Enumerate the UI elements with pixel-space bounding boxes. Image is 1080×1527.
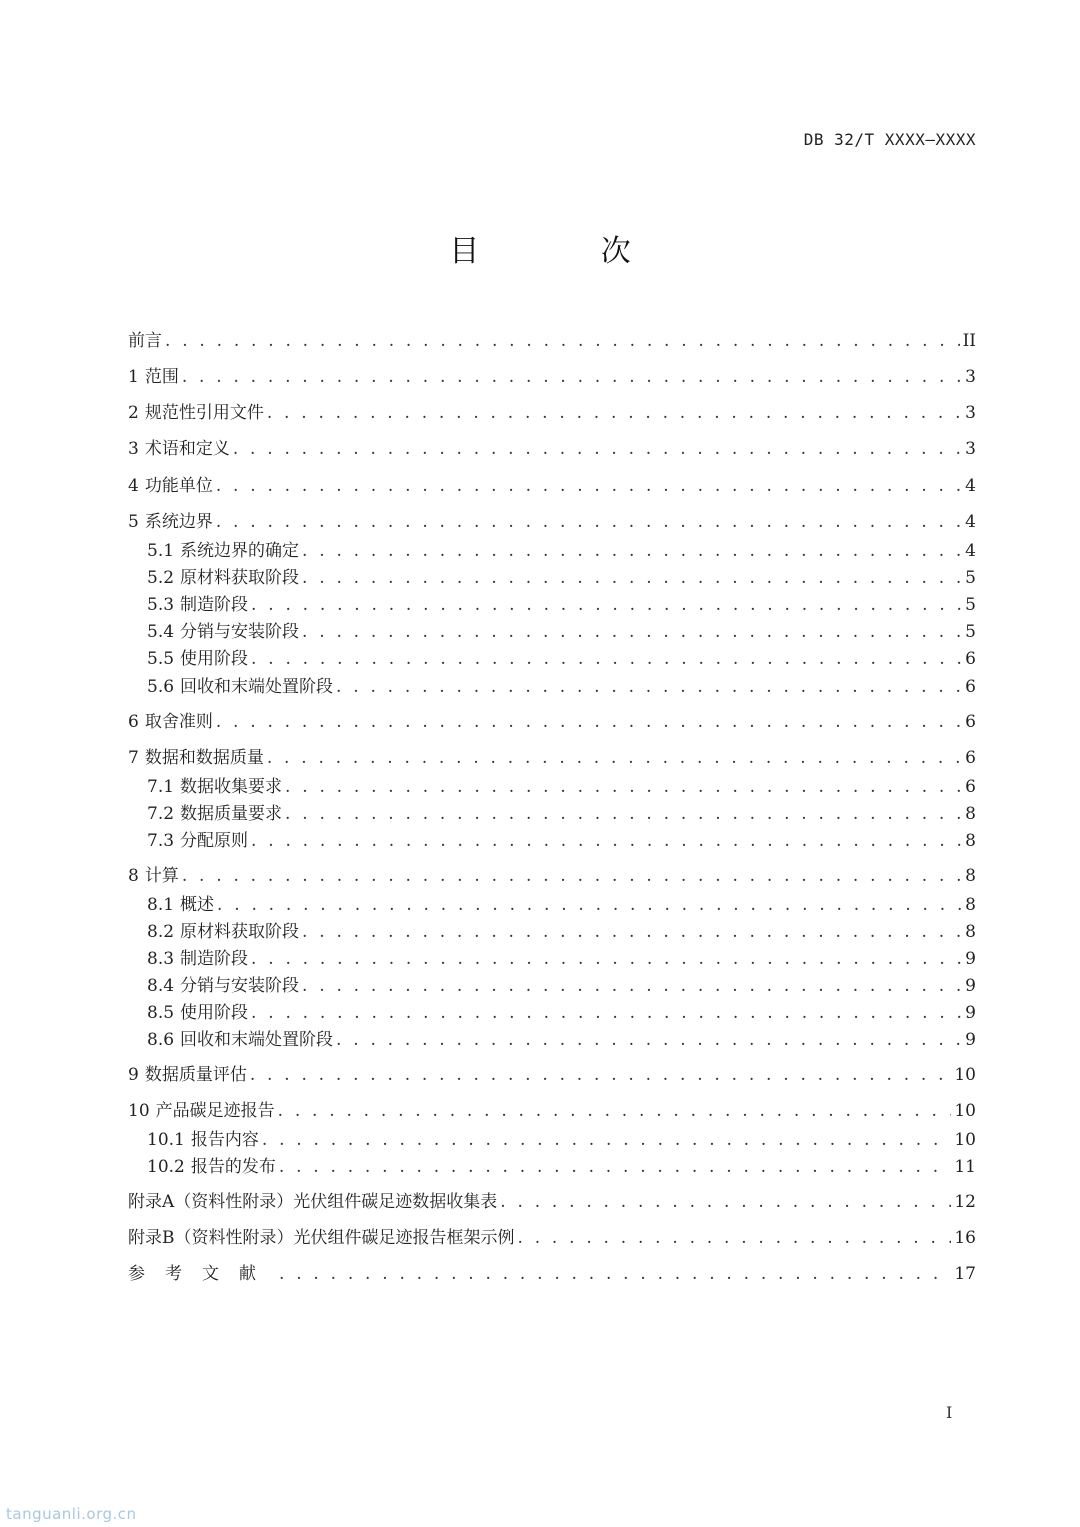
toc-entry[interactable] [147,621,976,643]
toc-entry-page: 17 [954,1264,976,1284]
toc-entry-number: 7.1 [147,777,175,797]
toc-entry-label: 功能单位 [144,476,213,496]
toc-entry-number: 8 [128,866,139,886]
toc-entry-page: 6 [965,748,976,768]
toc-entry-label: 数据质量评估 [144,1065,247,1085]
toc-entry-page: 6 [965,777,976,797]
toc-entry-page: 12 [954,1192,976,1212]
toc-entry-number: 5.6 [147,677,175,697]
toc-entry-number: 4 [128,476,139,496]
toc-entry[interactable] [128,511,976,533]
toc-entry-page: 9 [965,949,976,969]
toc-entry-page: 5 [965,568,976,588]
toc-entry-page: II [962,331,976,351]
toc-entry-label: 回收和末端处置阶段 [180,677,334,697]
toc-entry-label: 范围 [144,367,179,387]
toc-dot-leader [165,330,960,352]
toc-entry[interactable] [128,1100,976,1122]
toc-entry[interactable] [147,1156,976,1178]
toc-entry-page: 3 [965,403,976,423]
toc-dot-leader [217,894,962,916]
toc-entry-label: 概述 [180,895,215,915]
toc-entry-label: 使用阶段 [180,1003,249,1023]
toc-entry-number: 8.5 [147,1003,175,1023]
toc-entry-number: 5.5 [147,649,175,669]
toc-dot-leader [336,1029,962,1051]
toc-entry-page: 11 [954,1157,976,1177]
toc-dot-leader [302,567,962,589]
toc-entry-number: 10.1 [147,1130,185,1150]
toc-entry[interactable] [128,1263,976,1285]
toc-entry-number: 7.2 [147,804,175,824]
toc-entry[interactable] [147,1029,976,1051]
toc-entry-label: 规范性引用文件 [144,403,264,423]
toc-dot-leader [285,776,962,798]
toc-entry[interactable] [147,567,976,589]
toc-entry-label: 报告内容 [190,1130,259,1150]
watermark: tanguanli.org.cn [6,1505,137,1523]
toc-entry-number: 5 [128,512,139,532]
toc-dot-leader [251,1002,962,1024]
toc-entry-number: 8.1 [147,895,175,915]
toc-entry-label: 制造阶段 [180,949,249,969]
toc-entry-page: 16 [954,1228,976,1248]
toc-entry-label: 产品碳足迹报告 [155,1101,275,1121]
toc-entry[interactable] [147,1129,976,1151]
toc-dot-leader [302,540,962,562]
toc-entry[interactable] [147,776,976,798]
toc-entry-page: 10 [954,1065,976,1085]
toc-entry-label: 术语和定义 [144,439,230,459]
toc-entry-number: 8.3 [147,949,175,969]
standard-code: DB 32/T XXXX—XXXX [803,130,976,149]
toc-entry-page: 8 [965,804,976,824]
toc-entry[interactable] [147,803,976,825]
toc-entry-page: 6 [965,712,976,732]
toc-entry-label: 使用阶段 [180,649,249,669]
toc-dot-leader [279,1263,951,1285]
toc-entry-label: 数据收集要求 [180,777,283,797]
toc-entry-number: 5.4 [147,622,175,642]
toc-entry[interactable] [128,1191,976,1213]
toc-entry[interactable] [128,402,976,424]
toc-dot-leader [336,676,962,698]
toc-dot-leader [250,1064,952,1086]
toc-entry-page: 4 [965,541,976,561]
toc-entry-number: 5.3 [147,595,175,615]
toc-dot-leader [278,1100,952,1122]
toc-entry-page: 9 [965,976,976,996]
toc-entry-page: 6 [965,649,976,669]
toc-entry-number: 5.1 [147,541,175,561]
toc-entry[interactable] [147,830,976,852]
toc-entry-number: 3 [128,439,139,459]
toc-dot-leader [182,865,962,887]
toc-entry-number: 1 [128,367,139,387]
toc-entry[interactable] [147,948,976,970]
toc-entry[interactable] [128,711,976,733]
toc-entry-label: 回收和末端处置阶段 [180,1030,334,1050]
toc-dot-leader [233,438,962,460]
toc-dot-leader [251,948,962,970]
toc-entry[interactable] [128,330,976,352]
toc-entry-page: 4 [965,476,976,496]
toc-entry-page: 8 [965,895,976,915]
toc-entry-label: 附录B（资料性附录）光伏组件碳足迹报告框架示例 [128,1228,515,1248]
toc-entry-page: 5 [965,622,976,642]
toc-entry-page: 8 [965,922,976,942]
toc-dot-leader [302,921,962,943]
toc-entry-label: 系统边界的确定 [180,541,300,561]
toc-entry-label: 数据质量要求 [180,804,283,824]
toc-entry[interactable] [147,894,976,916]
toc-entry-label: 前言 [128,331,162,351]
toc-entry[interactable] [128,1064,976,1086]
toc-dot-leader [267,747,962,769]
toc-entry[interactable] [147,540,976,562]
toc-entry-label: 制造阶段 [180,595,249,615]
toc-dot-leader [251,648,962,670]
toc-entry[interactable] [128,366,976,388]
toc-entry[interactable] [128,1227,976,1249]
toc-entry[interactable] [147,594,976,616]
toc-entry-label: 分销与安装阶段 [180,976,300,996]
toc-dot-leader [262,1129,952,1151]
toc-dot-leader [279,1156,952,1178]
toc-entry-label: 系统边界 [144,512,213,532]
toc-entry-page: 8 [965,866,976,886]
toc-entry[interactable] [147,676,976,698]
toc-entry-number: 8.4 [147,976,175,996]
toc-entry-label: 原材料获取阶段 [180,922,300,942]
toc-entry-page: 6 [965,677,976,697]
toc-dot-leader [500,1191,951,1213]
toc-entry-number: 10 [128,1101,150,1121]
toc-entry-page: 9 [965,1003,976,1023]
toc-dot-leader [251,594,962,616]
toc-entry-label: 报告的发布 [190,1157,276,1177]
toc-entry-label: 附录A（资料性附录）光伏组件碳足迹数据收集表 [128,1192,498,1212]
toc-dot-leader [302,621,962,643]
toc-entry[interactable] [128,747,976,769]
toc-entry-page: 3 [965,439,976,459]
toc-entry-number: 8.2 [147,922,175,942]
toc-entry[interactable] [128,438,976,460]
toc-entry[interactable] [147,648,976,670]
toc-dot-leader [302,975,962,997]
toc-dot-leader [216,711,962,733]
toc-entry-number: 9 [128,1065,139,1085]
toc-entry-number: 7.3 [147,831,175,851]
toc-entry-page: 10 [954,1101,976,1121]
toc-dot-leader [518,1227,952,1249]
toc-dot-leader [251,830,962,852]
toc-entry-page: 5 [965,595,976,615]
toc-dot-leader [267,402,962,424]
toc-entry-label: 分配原则 [180,831,249,851]
toc-dot-leader [216,475,962,497]
toc-entry-page: 9 [965,1030,976,1050]
toc-entry-page: 8 [965,831,976,851]
toc-entry-label: 数据和数据质量 [144,748,264,768]
toc-entry-label: 取舍准则 [144,712,213,732]
toc-dot-leader [285,803,962,825]
toc-entry[interactable] [147,975,976,997]
toc-entry-number: 6 [128,712,139,732]
toc-entry-label: 参考文献 [128,1264,276,1284]
toc-entry-number: 10.2 [147,1157,185,1177]
toc-entry[interactable] [147,1002,976,1024]
toc-title: 目 次 [449,234,687,269]
toc-entry-label: 分销与安装阶段 [180,622,300,642]
toc-entry-number: 2 [128,403,139,423]
toc-entry-number: 7 [128,748,139,768]
toc-entry-label: 原材料获取阶段 [180,568,300,588]
toc-entry[interactable] [128,865,976,887]
toc-entry-page: 4 [965,512,976,532]
toc-dot-leader [216,511,962,533]
toc-entry-number: 5.2 [147,568,175,588]
toc-entry[interactable] [128,475,976,497]
page-number: I [946,1403,953,1422]
toc-dot-leader [182,366,962,388]
toc-entry-number: 8.6 [147,1030,175,1050]
toc-entry-page: 3 [965,367,976,387]
toc-entry-label: 计算 [144,866,179,886]
toc-entry-page: 10 [954,1130,976,1150]
toc-entry[interactable] [147,921,976,943]
